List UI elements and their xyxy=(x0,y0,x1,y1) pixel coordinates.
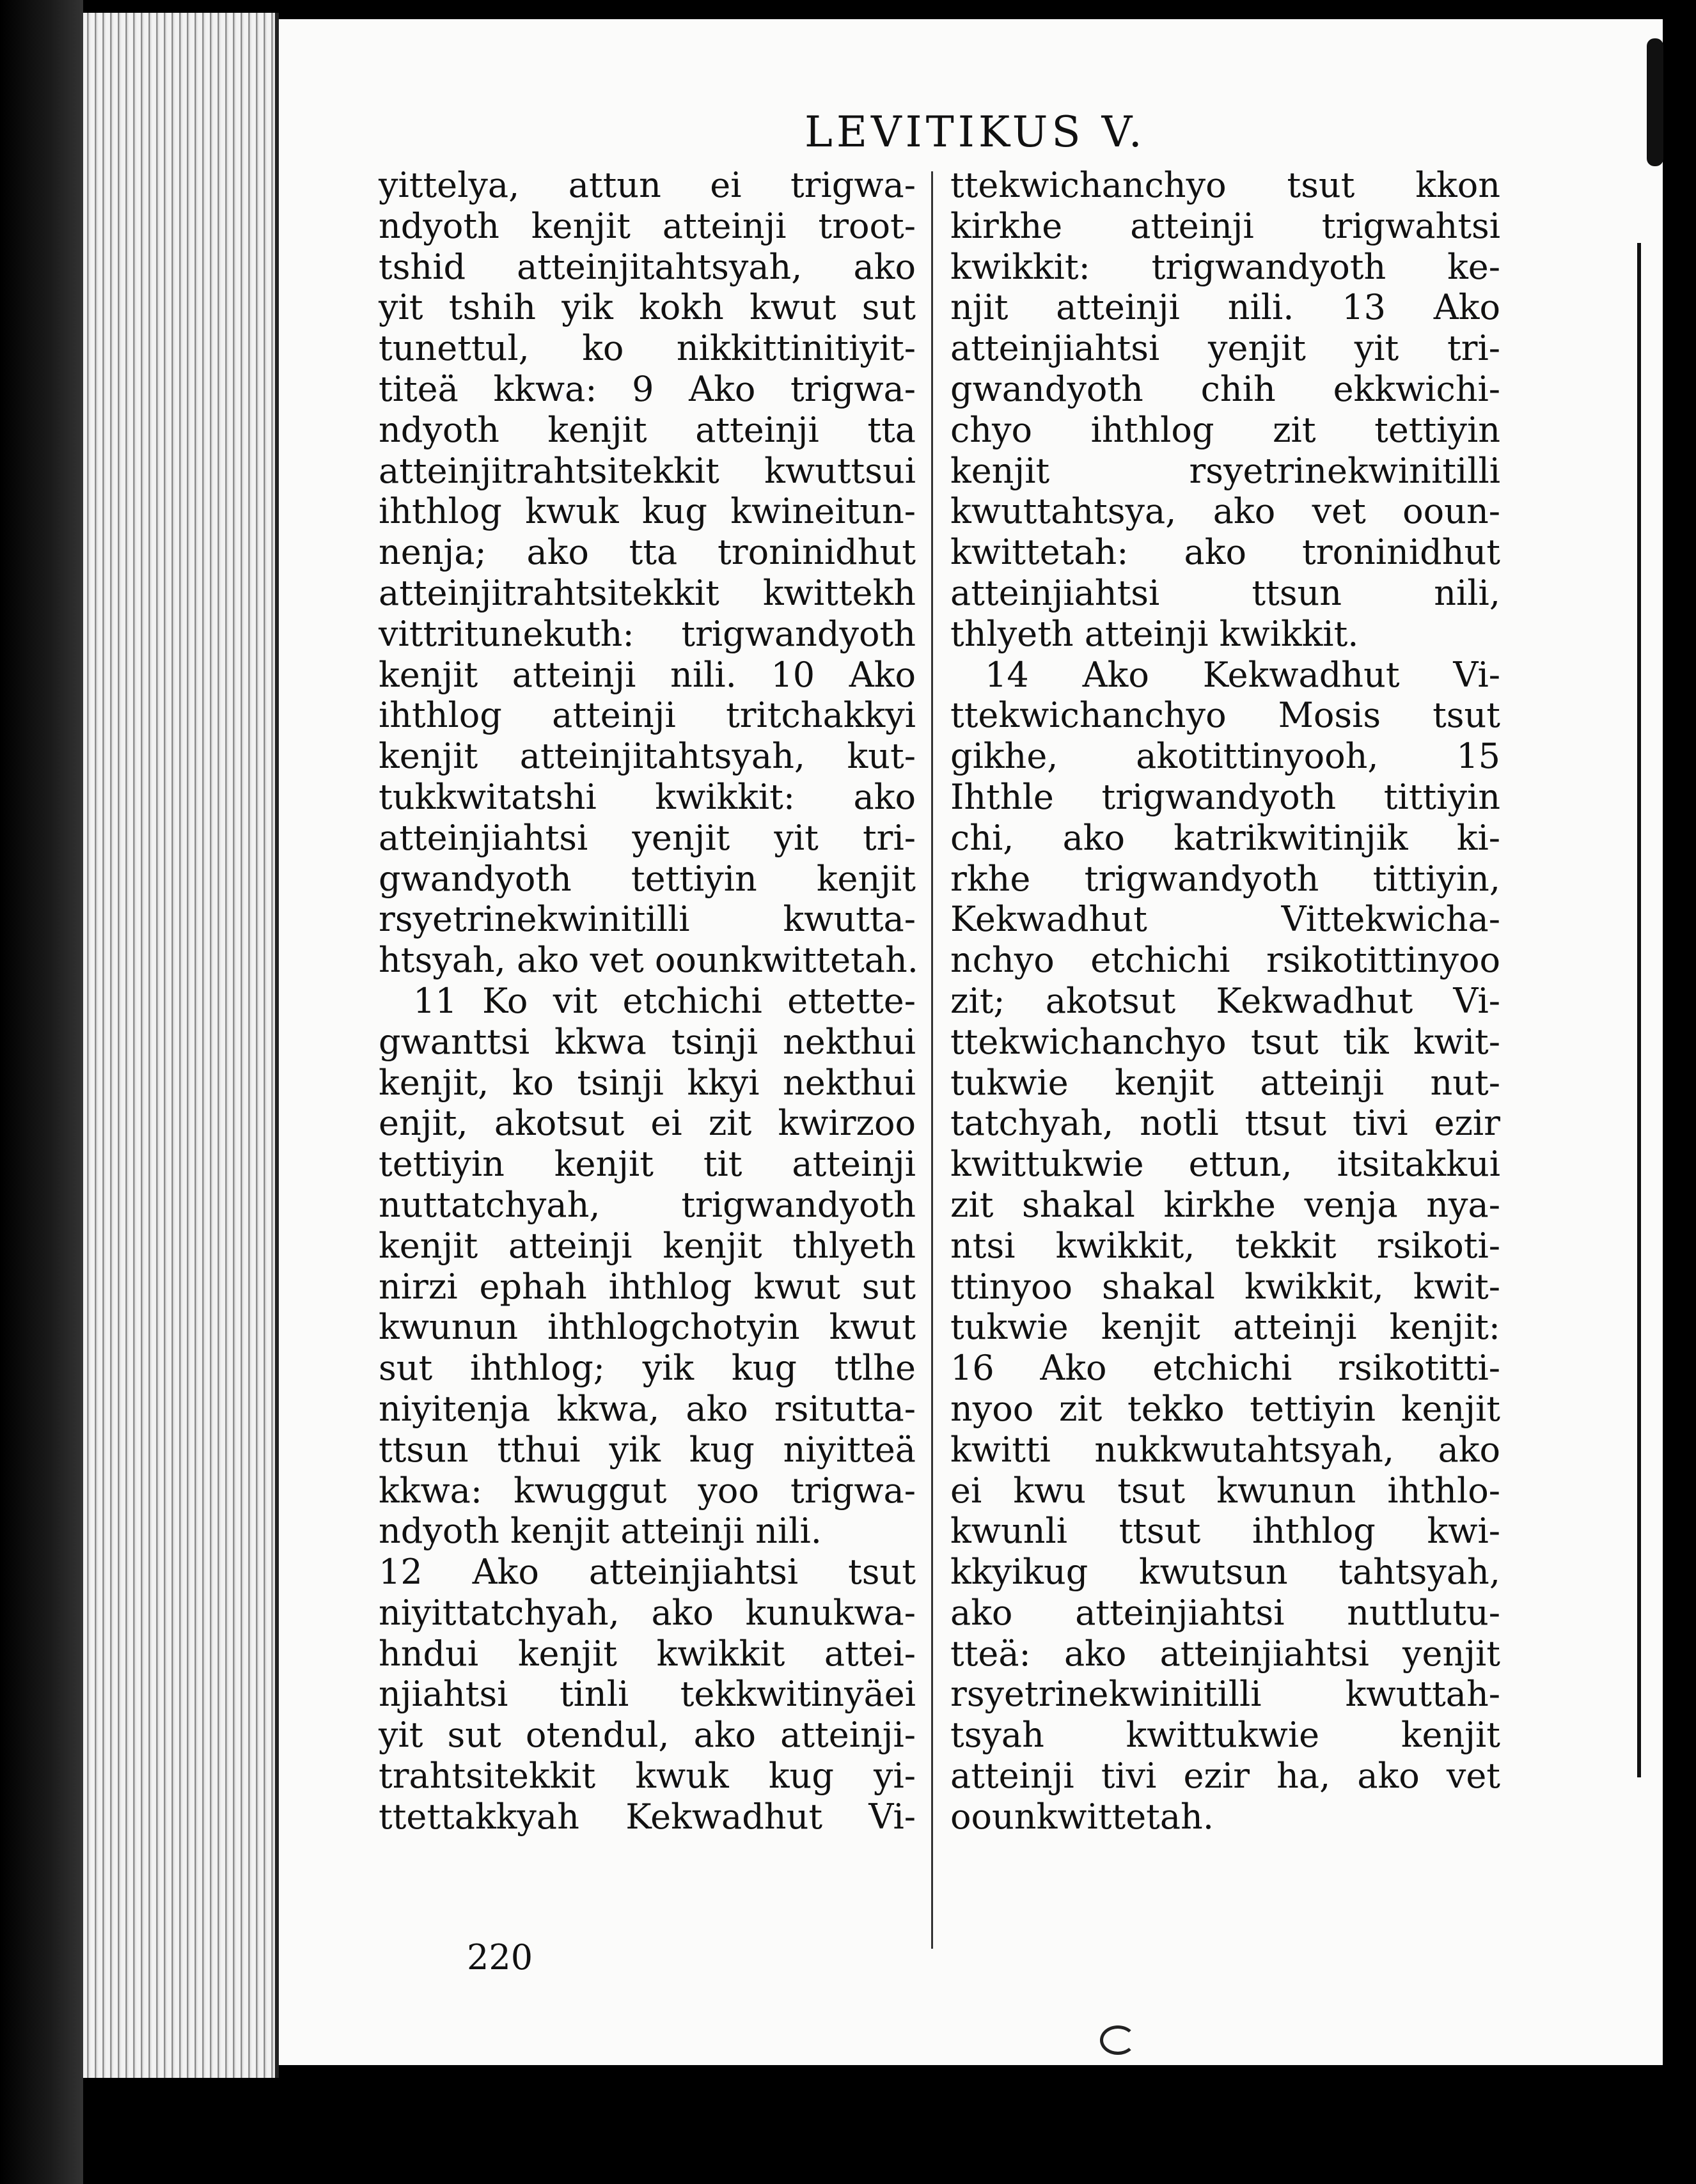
text-line: nenja; ako tta troninidhut xyxy=(379,532,916,573)
text-line: ihthlog atteinji tritchakkyi xyxy=(379,695,916,736)
text-line: ihthlog kwuk kug kwineitun- xyxy=(379,491,916,532)
text-line: atteinji tivi ezir ha, ako vet xyxy=(950,1756,1500,1797)
page-right-edge xyxy=(1663,0,1696,2184)
text-line: kwittukwie ettun, itsitakkui xyxy=(950,1144,1500,1185)
text-line: niyitenja kkwa, ako rsitutta- xyxy=(379,1388,916,1429)
text-line: ttekwichanchyo tsut tik kwit- xyxy=(950,1021,1500,1062)
text-line: kenjit atteinji kenjit thlyeth xyxy=(379,1225,916,1266)
page-edges xyxy=(83,13,279,2078)
text-line: rsyetrinekwinitilli kwutta- xyxy=(379,899,916,940)
text-line: gwandyoth chih ekkwichi- xyxy=(950,368,1500,409)
text-line: tukwie kenjit atteinji kenjit: xyxy=(950,1307,1500,1348)
text-line: thlyeth atteinji kwikkit. xyxy=(950,613,1359,654)
text-line: 14 Ako Kekwadhut Vi- xyxy=(985,654,1500,695)
text-line: chyo ihthlog zit tettiyin xyxy=(950,409,1500,450)
text-line: kwunun ihthlogchotyin kwut xyxy=(379,1307,916,1348)
text-line: tshid atteinjitahtsyah, ako xyxy=(379,246,916,287)
text-line: oounkwittetah. xyxy=(950,1796,1214,1837)
text-line: kenjit atteinjitahtsyah, kut- xyxy=(379,736,916,777)
text-line: nyoo zit tekko tettiyin kenjit xyxy=(950,1388,1500,1429)
text-line: chi, ako katrikwitinjik ki- xyxy=(950,817,1500,858)
text-line: ndyoth kenjit atteinji troot- xyxy=(379,205,916,246)
text-line: tsyah kwittukwie kenjit xyxy=(950,1715,1500,1756)
text-line: atteinjiahtsi ttsun nili, xyxy=(950,572,1500,613)
text-line: gwandyoth tettiyin kenjit xyxy=(379,858,916,899)
text-line: njit atteinji nili. 13 Ako xyxy=(950,287,1500,328)
text-line: zit; akotsut Kekwadhut Vi- xyxy=(950,980,1500,1021)
text-line: niyittatchyah, ako kunukwa- xyxy=(379,1592,916,1633)
edge-smudge xyxy=(1647,38,1663,166)
text-line: hndui kenjit kwikkit attei- xyxy=(379,1633,916,1674)
text-line: gikhe, akotittinyooh, 15 xyxy=(950,736,1500,777)
text-line: tettiyin kenjit tit atteinji xyxy=(379,1144,916,1185)
text-line: kenjit, ko tsinji kkyi nekthui xyxy=(379,1062,916,1103)
running-header: LEVITIKUS V. xyxy=(805,107,1146,157)
text-line: htsyah, ako vet oounkwittetah. xyxy=(379,940,918,981)
spine-shadow xyxy=(0,0,83,2184)
text-line: atteinjitrahtsitekkit kwuttsui xyxy=(379,450,916,491)
text-line: ttettakkyah Kekwadhut Vi- xyxy=(379,1796,916,1837)
text-line: enjit, akotsut ei zit kwirzoo xyxy=(379,1103,916,1144)
circle-mark-icon xyxy=(1100,2025,1136,2055)
text-line: yit tshih yik kokh kwut sut xyxy=(379,287,916,328)
text-line: kwunli ttsut ihthlog kwi- xyxy=(950,1511,1500,1552)
text-line: vittritunekuth: trigwandyoth xyxy=(379,613,916,654)
text-line: kirkhe atteinji trigwahtsi xyxy=(950,205,1500,246)
text-line: kwikkit: trigwandyoth ke- xyxy=(950,246,1500,287)
text-line: nchyo etchichi rsikotittinyoo xyxy=(950,940,1500,981)
text-line: ei kwu tsut kwunun ihthlo- xyxy=(950,1470,1500,1511)
text-line: tatchyah, notli ttsut tivi ezir xyxy=(950,1103,1500,1144)
text-line: Ihthle trigwandyoth tittiyin xyxy=(950,776,1500,817)
text-line: ako atteinjiahtsi nuttlutu- xyxy=(950,1592,1500,1633)
text-line: kkyikug kwutsun tahtsyah, xyxy=(950,1552,1500,1593)
page-number: 220 xyxy=(467,1937,533,1977)
text-line: ttekwichanchyo tsut kkon xyxy=(950,165,1500,205)
text-line: sut ihthlog; yik kug ttlhe xyxy=(379,1348,916,1389)
text-line: atteinjitrahtsitekkit kwittekh xyxy=(379,572,916,613)
text-line: 12 Ako atteinjiahtsi tsut xyxy=(379,1552,916,1593)
text-line: ttekwichanchyo Mosis tsut xyxy=(950,695,1500,736)
left-column xyxy=(379,165,916,1837)
text-line: tukwie kenjit atteinji nut- xyxy=(950,1062,1500,1103)
text-line: ndyoth kenjit atteinji tta xyxy=(379,409,916,450)
text-line: 16 Ako etchichi rsikotitti- xyxy=(950,1348,1500,1389)
text-line: gwanttsi kkwa tsinji nekthui xyxy=(379,1021,916,1062)
text-line: tunettul, ko nikkittinitiyit- xyxy=(379,328,916,369)
text-line: rkhe trigwandyoth tittiyin, xyxy=(950,858,1500,899)
text-line: kkwa: kwuggut yoo trigwa- xyxy=(379,1470,916,1511)
text-line: atteinjiahtsi yenjit yit tri- xyxy=(950,328,1500,369)
text-line: trahtsitekkit kwuk kug yi- xyxy=(379,1756,916,1797)
text-line: ttinyoo shakal kwikkit, kwit- xyxy=(950,1266,1500,1307)
right-column xyxy=(950,165,1500,1837)
text-line: yittelya, attun ei trigwa- xyxy=(379,165,916,205)
text-line: kwitti nukkwutahtsyah, ako xyxy=(950,1429,1500,1470)
text-line: ntsi kwikkit, tekkit rsikoti- xyxy=(950,1225,1500,1266)
text-line: yit sut otendul, ako atteinji- xyxy=(379,1715,916,1756)
text-line: nirzi ephah ihthlog kwut sut xyxy=(379,1266,916,1307)
text-line: ttsun tthui yik kug niyitteä xyxy=(379,1429,916,1470)
text-line: zit shakal kirkhe venja nya- xyxy=(950,1184,1500,1225)
text-line: rsyetrinekwinitilli kwuttah- xyxy=(950,1674,1500,1715)
text-line: kenjit atteinji nili. 10 Ako xyxy=(379,654,916,695)
text-line: nuttatchyah, trigwandyoth xyxy=(379,1184,916,1225)
text-line: ndyoth kenjit atteinji nili. xyxy=(379,1511,822,1552)
text-line: 11 Ko vit etchichi ettette- xyxy=(413,980,916,1021)
text-line: tukkwitatshi kwikkit: ako xyxy=(379,776,916,817)
edge-line xyxy=(1637,243,1641,1777)
text-line: Kekwadhut Vittekwicha- xyxy=(950,899,1500,940)
column-rule xyxy=(931,171,933,1949)
text-line: atteinjiahtsi yenjit yit tri- xyxy=(379,817,916,858)
text-line: tteä: ako atteinjiahtsi yenjit xyxy=(950,1633,1500,1674)
text-line: njiahtsi tinli tekkwitinyäei xyxy=(379,1674,916,1715)
text-line: kwuttahtsya, ako vet ooun- xyxy=(950,491,1500,532)
text-line: kenjit rsyetrinekwinitilli xyxy=(950,450,1500,491)
text-line: titeä kkwa: 9 Ako trigwa- xyxy=(379,368,916,409)
text-line: kwittetah: ako troninidhut xyxy=(950,532,1500,573)
